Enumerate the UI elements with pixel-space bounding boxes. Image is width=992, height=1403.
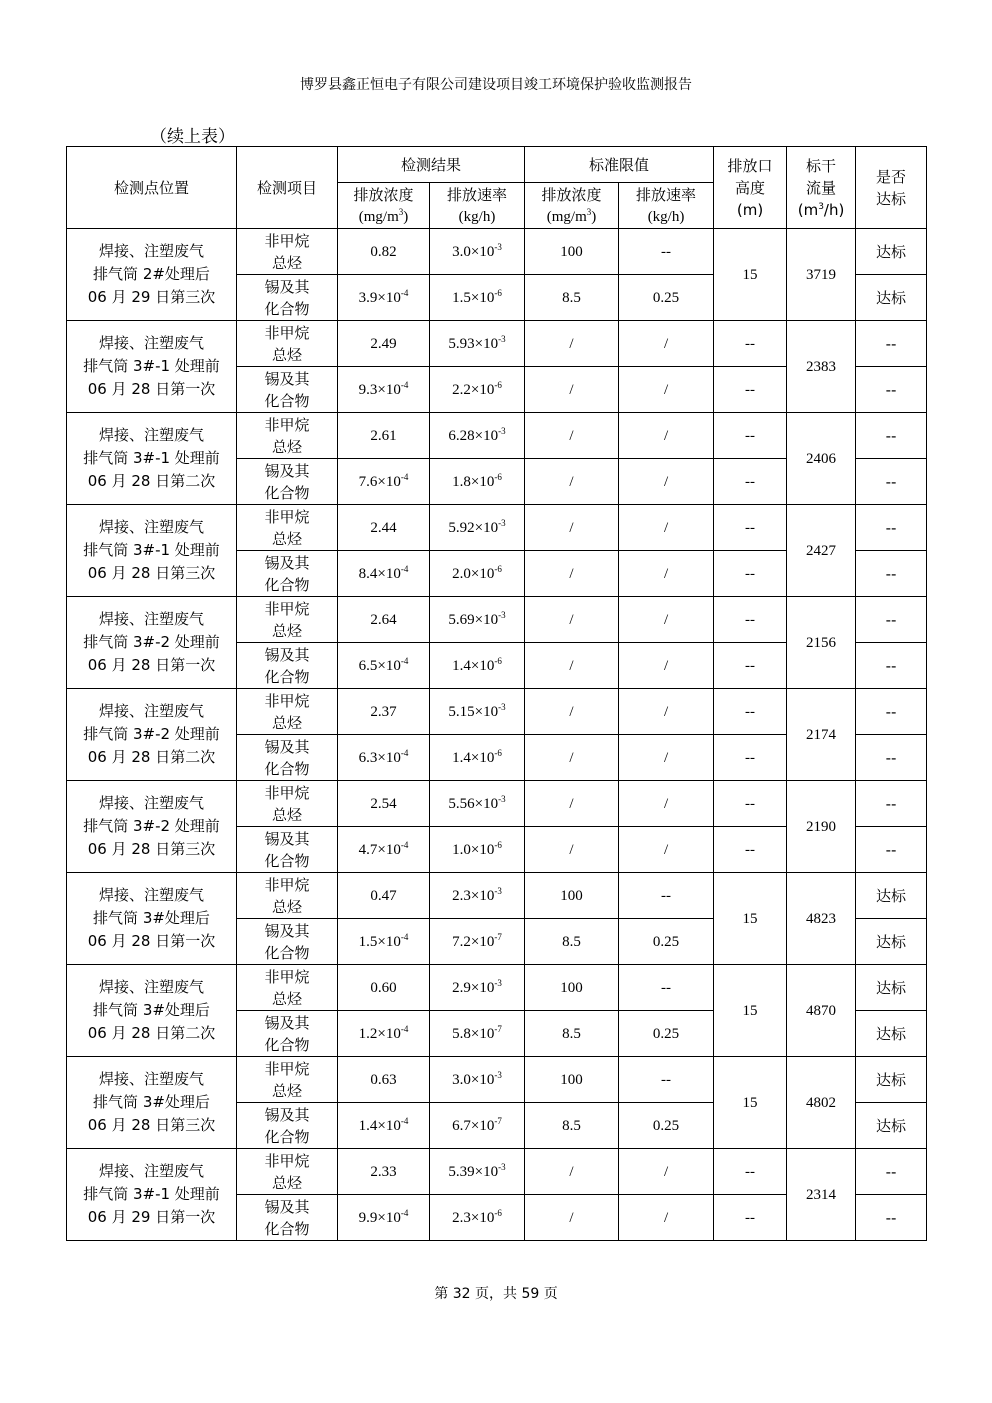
- cell-item: 非甲烷 总烃: [237, 413, 338, 459]
- cell-limit-rate: 0.25: [619, 1011, 714, 1057]
- table-row: [67, 689, 927, 735]
- cell-limit-rate: 0.25: [619, 919, 714, 965]
- cell-conc: $8.4\times 10^{-4}$: [338, 551, 430, 597]
- cell-item: 非甲烷 总烃: [237, 689, 338, 735]
- cell-ok: --: [856, 643, 927, 689]
- cell-conc: 2.44: [338, 505, 430, 551]
- cell-height: 15: [714, 1057, 787, 1149]
- cell-limit-conc: /: [525, 459, 619, 505]
- cell-rate: $3.0\times 10^{-3}$: [430, 1057, 525, 1103]
- cell-location: 焊接、注塑废气 排气筒 3#处理后 06 月 28 日第一次: [67, 873, 237, 965]
- cell-limit-conc: /: [525, 505, 619, 551]
- cell-ok: 达标: [856, 965, 927, 1011]
- cell-limit-rate: /: [619, 597, 714, 643]
- col-height: [714, 147, 787, 229]
- cell-item: 锡及其 化合物: [237, 1103, 338, 1149]
- cell-flow: 2406: [787, 413, 856, 505]
- cell-limit-rate: /: [619, 643, 714, 689]
- cell-height: --: [714, 735, 787, 781]
- table-row: [67, 965, 927, 1011]
- cell-limit-conc: 8.5: [525, 1103, 619, 1149]
- table-row: [67, 321, 927, 367]
- cell-item: 锡及其 化合物: [237, 1195, 338, 1241]
- cell-item: 非甲烷 总烃: [237, 1057, 338, 1103]
- cell-rate: $2.3\times 10^{-3}$: [430, 873, 525, 919]
- page-header: 博罗县鑫正恒电子有限公司建设项目竣工环境保护验收监测报告: [300, 77, 692, 93]
- cell-height: --: [714, 643, 787, 689]
- cell-height: --: [714, 781, 787, 827]
- cell-limit-rate: /: [619, 459, 714, 505]
- table-row: [67, 1057, 927, 1103]
- monitoring-table: [66, 146, 927, 1241]
- cell-conc: 2.54: [338, 781, 430, 827]
- cell-rate: $1.0\times 10^{-6}$: [430, 827, 525, 873]
- cell-ok: --: [856, 597, 927, 643]
- cell-flow: 2156: [787, 597, 856, 689]
- cell-ok: --: [856, 505, 927, 551]
- cell-limit-conc: 100: [525, 965, 619, 1011]
- cell-location: 焊接、注塑废气 排气筒 3#-1 处理前 06 月 28 日第三次: [67, 505, 237, 597]
- cell-height: --: [714, 1195, 787, 1241]
- cell-height: --: [714, 551, 787, 597]
- cell-conc: 2.61: [338, 413, 430, 459]
- cell-height: 15: [714, 873, 787, 965]
- cell-conc: 2.33: [338, 1149, 430, 1195]
- cell-ok: --: [856, 689, 927, 735]
- cell-flow: 2190: [787, 781, 856, 873]
- cell-limit-conc: /: [525, 321, 619, 367]
- cell-limit-rate: /: [619, 413, 714, 459]
- continuation-label: （续上表）: [150, 127, 235, 147]
- cell-conc: $1.5\times 10^{-4}$: [338, 919, 430, 965]
- cell-location: 焊接、注塑废气 排气筒 3#-2 处理前 06 月 28 日第三次: [67, 781, 237, 873]
- cell-conc: 2.37: [338, 689, 430, 735]
- cell-conc: $1.4\times 10^{-4}$: [338, 1103, 430, 1149]
- cell-rate: $1.4\times 10^{-6}$: [430, 643, 525, 689]
- cell-limit-rate: /: [619, 781, 714, 827]
- cell-item: 锡及其 化合物: [237, 827, 338, 873]
- cell-conc: $6.3\times 10^{-4}$: [338, 735, 430, 781]
- cell-flow: 3719: [787, 229, 856, 321]
- cell-limit-conc: /: [525, 597, 619, 643]
- cell-ok: 达标: [856, 1103, 927, 1149]
- cell-item: 非甲烷 总烃: [237, 597, 338, 643]
- cell-rate: $5.15\times 10^{-3}$: [430, 689, 525, 735]
- cell-height: --: [714, 1149, 787, 1195]
- cell-limit-conc: /: [525, 781, 619, 827]
- cell-limit-rate: 0.25: [619, 1103, 714, 1149]
- table-row: [67, 505, 927, 551]
- cell-conc: 2.49: [338, 321, 430, 367]
- cell-item: 非甲烷 总烃: [237, 781, 338, 827]
- cell-limit-conc: 8.5: [525, 1011, 619, 1057]
- cell-item: 锡及其 化合物: [237, 367, 338, 413]
- cell-limit-conc: 8.5: [525, 919, 619, 965]
- cell-conc: $9.9\times 10^{-4}$: [338, 1195, 430, 1241]
- cell-flow: 2427: [787, 505, 856, 597]
- cell-item: 锡及其 化合物: [237, 735, 338, 781]
- cell-location: 焊接、注塑废气 排气筒 3#-1 处理前 06 月 29 日第一次: [67, 1149, 237, 1241]
- col-item: 检测项目: [237, 147, 338, 229]
- cell-ok: --: [856, 367, 927, 413]
- cell-conc: $9.3\times 10^{-4}$: [338, 367, 430, 413]
- cell-rate: $7.2\times 10^{-7}$: [430, 919, 525, 965]
- col-ok: [856, 147, 927, 229]
- cell-ok: --: [856, 781, 927, 827]
- cell-location: 焊接、注塑废气 排气筒 3#-1 处理前 06 月 28 日第二次: [67, 413, 237, 505]
- cell-limit-rate: --: [619, 965, 714, 1011]
- cell-ok: 达标: [856, 275, 927, 321]
- cell-rate: $5.8\times 10^{-7}$: [430, 1011, 525, 1057]
- cell-rate: $5.92\times 10^{-3}$: [430, 505, 525, 551]
- cell-rate: $2.9\times 10^{-3}$: [430, 965, 525, 1011]
- cell-limit-conc: /: [525, 413, 619, 459]
- col-ok-l1: 是否: [876, 167, 907, 186]
- cell-conc: 0.63: [338, 1057, 430, 1103]
- cell-rate: $1.8\times 10^{-6}$: [430, 459, 525, 505]
- col-height-l2: 高度: [735, 178, 766, 197]
- cell-ok: --: [856, 459, 927, 505]
- table-row: [67, 229, 927, 275]
- cell-limit-conc: /: [525, 735, 619, 781]
- cell-conc: 0.82: [338, 229, 430, 275]
- cell-item: 锡及其 化合物: [237, 1011, 338, 1057]
- cell-ok: --: [856, 413, 927, 459]
- cell-limit-conc: /: [525, 643, 619, 689]
- cell-item: 非甲烷 总烃: [237, 321, 338, 367]
- cell-location: 焊接、注塑废气 排气筒 2#处理后 06 月 29 日第三次: [67, 229, 237, 321]
- cell-item: 锡及其 化合物: [237, 275, 338, 321]
- cell-height: --: [714, 413, 787, 459]
- cell-item: 非甲烷 总烃: [237, 965, 338, 1011]
- cell-height: --: [714, 689, 787, 735]
- cell-conc: $3.9\times 10^{-4}$: [338, 275, 430, 321]
- cell-item: 非甲烷 总烃: [237, 505, 338, 551]
- cell-flow: 2314: [787, 1149, 856, 1241]
- cell-ok: 达标: [856, 919, 927, 965]
- cell-height: --: [714, 827, 787, 873]
- cell-item: 锡及其 化合物: [237, 459, 338, 505]
- cell-limit-conc: /: [525, 367, 619, 413]
- cell-rate: $1.4\times 10^{-6}$: [430, 735, 525, 781]
- cell-ok: --: [856, 551, 927, 597]
- table-row: [67, 413, 927, 459]
- cell-rate: $6.7\times 10^{-7}$: [430, 1103, 525, 1149]
- col-flow-l2: 流量: [806, 178, 837, 197]
- cell-conc: 0.60: [338, 965, 430, 1011]
- cell-limit-rate: /: [619, 1149, 714, 1195]
- cell-limit-conc: /: [525, 551, 619, 597]
- cell-flow: 4802: [787, 1057, 856, 1149]
- col-result-conc: 排放浓度 $(mg/m^3)$: [338, 183, 430, 229]
- cell-ok: --: [856, 1195, 927, 1241]
- col-limit-rate: 排放速率 (kg/h): [619, 183, 714, 229]
- col-ok-l2: 达标: [876, 189, 907, 208]
- cell-rate: $5.69\times 10^{-3}$: [430, 597, 525, 643]
- cell-rate: $2.2\times 10^{-6}$: [430, 367, 525, 413]
- cell-location: 焊接、注塑废气 排气筒 3#-2 处理前 06 月 28 日第二次: [67, 689, 237, 781]
- cell-limit-rate: /: [619, 551, 714, 597]
- col-location: 检测点位置: [67, 147, 237, 229]
- col-result: 检测结果: [338, 147, 525, 183]
- cell-limit-conc: 100: [525, 1057, 619, 1103]
- cell-limit-conc: 8.5: [525, 275, 619, 321]
- cell-location: 焊接、注塑废气 排气筒 3#-2 处理前 06 月 28 日第一次: [67, 597, 237, 689]
- cell-conc: $1.2\times 10^{-4}$: [338, 1011, 430, 1057]
- col-height-l1: 排放口: [727, 156, 773, 175]
- cell-limit-rate: /: [619, 1195, 714, 1241]
- cell-rate: $5.56\times 10^{-3}$: [430, 781, 525, 827]
- cell-limit-conc: /: [525, 827, 619, 873]
- cell-flow: 2383: [787, 321, 856, 413]
- cell-limit-conc: /: [525, 1195, 619, 1241]
- cell-ok: 达标: [856, 1011, 927, 1057]
- cell-ok: 达标: [856, 873, 927, 919]
- cell-conc: 2.64: [338, 597, 430, 643]
- cell-limit-rate: /: [619, 367, 714, 413]
- cell-item: 锡及其 化合物: [237, 919, 338, 965]
- cell-flow: 4870: [787, 965, 856, 1057]
- cell-limit-conc: 100: [525, 873, 619, 919]
- cell-height: --: [714, 459, 787, 505]
- cell-limit-conc: /: [525, 689, 619, 735]
- cell-height: --: [714, 597, 787, 643]
- col-flow: [787, 147, 856, 229]
- cell-rate: $5.39\times 10^{-3}$: [430, 1149, 525, 1195]
- cell-rate: $2.3\times 10^{-6}$: [430, 1195, 525, 1241]
- cell-conc: $4.7\times 10^{-4}$: [338, 827, 430, 873]
- cell-location: 焊接、注塑废气 排气筒 3#-1 处理前 06 月 28 日第一次: [67, 321, 237, 413]
- col-result-rate: 排放速率 (kg/h): [430, 183, 525, 229]
- cell-conc: $7.6\times 10^{-4}$: [338, 459, 430, 505]
- cell-location: 焊接、注塑废气 排气筒 3#处理后 06 月 28 日第三次: [67, 1057, 237, 1149]
- cell-limit-rate: --: [619, 873, 714, 919]
- cell-rate: $3.0\times 10^{-3}$: [430, 229, 525, 275]
- cell-limit-conc: /: [525, 1149, 619, 1195]
- cell-item: 非甲烷 总烃: [237, 229, 338, 275]
- cell-ok: --: [856, 321, 927, 367]
- cell-flow: 2174: [787, 689, 856, 781]
- cell-rate: $1.5\times 10^{-6}$: [430, 275, 525, 321]
- table-row: [67, 781, 927, 827]
- cell-height: 15: [714, 229, 787, 321]
- cell-item: 非甲烷 总烃: [237, 873, 338, 919]
- cell-rate: $5.93\times 10^{-3}$: [430, 321, 525, 367]
- cell-limit-rate: 0.25: [619, 275, 714, 321]
- cell-limit-rate: /: [619, 321, 714, 367]
- cell-ok: 达标: [856, 229, 927, 275]
- cell-limit-rate: --: [619, 1057, 714, 1103]
- cell-limit-rate: /: [619, 827, 714, 873]
- cell-ok: --: [856, 735, 927, 781]
- cell-height: 15: [714, 965, 787, 1057]
- table-row: [67, 597, 927, 643]
- cell-height: --: [714, 367, 787, 413]
- col-limit-conc: 排放浓度 $(mg/m^3)$: [525, 183, 619, 229]
- cell-ok: 达标: [856, 1057, 927, 1103]
- cell-height: --: [714, 505, 787, 551]
- cell-limit-rate: /: [619, 689, 714, 735]
- page-footer: 第 32 页，共 59 页: [434, 1286, 558, 1302]
- cell-rate: $6.28\times 10^{-3}$: [430, 413, 525, 459]
- cell-limit-rate: --: [619, 229, 714, 275]
- cell-ok: --: [856, 1149, 927, 1195]
- cell-height: --: [714, 321, 787, 367]
- cell-flow: 4823: [787, 873, 856, 965]
- cell-rate: $2.0\times 10^{-6}$: [430, 551, 525, 597]
- col-flow-unit: $(m^3/h)$: [797, 200, 845, 219]
- cell-item: 锡及其 化合物: [237, 643, 338, 689]
- col-limit: 标准限值: [525, 147, 714, 183]
- cell-item: 锡及其 化合物: [237, 551, 338, 597]
- cell-conc: 0.47: [338, 873, 430, 919]
- cell-conc: $6.5\times 10^{-4}$: [338, 643, 430, 689]
- col-flow-l1: 标干: [806, 156, 837, 175]
- col-height-unit: (m): [736, 200, 764, 219]
- table-row: [67, 1149, 927, 1195]
- cell-ok: --: [856, 827, 927, 873]
- table-row: [67, 873, 927, 919]
- cell-item: 非甲烷 总烃: [237, 1149, 338, 1195]
- cell-limit-conc: 100: [525, 229, 619, 275]
- cell-limit-rate: /: [619, 735, 714, 781]
- cell-limit-rate: /: [619, 505, 714, 551]
- cell-location: 焊接、注塑废气 排气筒 3#处理后 06 月 28 日第二次: [67, 965, 237, 1057]
